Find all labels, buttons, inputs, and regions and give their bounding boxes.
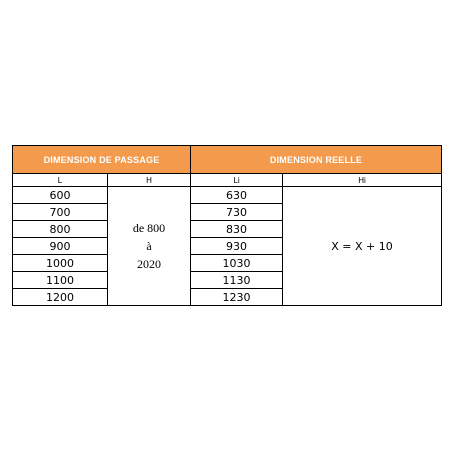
- dimension-table-container: [12, 145, 441, 306]
- cell-li: 1030: [191, 255, 283, 272]
- cell-l: 600: [13, 187, 108, 204]
- cell-li: 1130: [191, 272, 283, 289]
- h-range-to: 2020: [137, 257, 161, 271]
- column-header-li: Li: [191, 174, 283, 187]
- cell-li: 1230: [191, 289, 283, 306]
- cell-l: 1000: [13, 255, 108, 272]
- cell-l: 900: [13, 238, 108, 255]
- cell-l: 1200: [13, 289, 108, 306]
- cell-li: 830: [191, 221, 283, 238]
- cell-li: 630: [191, 187, 283, 204]
- cell-hi-formula: X = X + 10: [283, 187, 442, 306]
- h-range-from: de 800: [132, 221, 166, 235]
- cell-l: 1100: [13, 272, 108, 289]
- dimension-table: [12, 145, 442, 306]
- column-header-l: L: [13, 174, 108, 187]
- cell-l: 800: [13, 221, 108, 238]
- column-header-h: H: [108, 174, 191, 187]
- column-header-row: [13, 174, 442, 187]
- h-range-sep: à: [146, 239, 152, 253]
- column-header-hi: Hi: [283, 174, 442, 187]
- group-header-reelle: DIMENSION REELLE: [191, 146, 442, 174]
- group-header-row: [13, 146, 442, 174]
- cell-li: 730: [191, 204, 283, 221]
- cell-l: 700: [13, 204, 108, 221]
- group-header-passage: DIMENSION DE PASSAGE: [13, 146, 191, 174]
- table-row: [13, 187, 442, 204]
- cell-li: 930: [191, 238, 283, 255]
- cell-h-range: [108, 187, 191, 306]
